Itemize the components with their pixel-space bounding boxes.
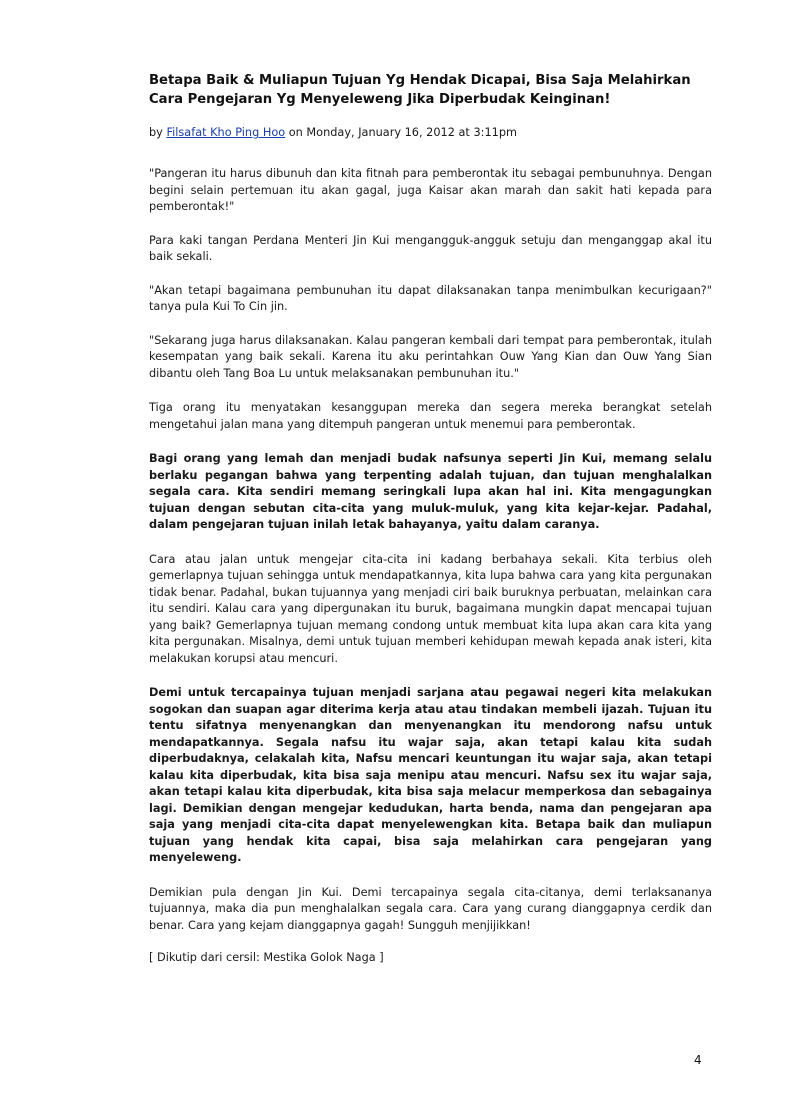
byline — [149, 125, 712, 140]
paragraph-6: Bagi orang yang lemah dan menjadi budak nafsunya seperti Jin Kui, memang selalu berlaku pegangan bahwa yang terpenting adalah tujuan, dan tujuan menghalalkan segala cara. Kita sendiri memang seringkali lupa akan hal ini. Kita mengagungkan tujuan dengan sebutan cita-cita yang muluk-muluk, yang kita kejar-kejar. Padahal, dalam pengejaran tujuan inilah letak bahayanya, yaitu dalam caranya. — [149, 452, 712, 531]
paragraph-4: "Sekarang juga harus dilaksanakan. Kalau pangeran kembali dari tempat para pemberontak, itulah kesempatan yang baik sekali. Karena itu aku perintahkan Ouw Yang Kian dan Ouw Yang Sian dibantu oleh Tang Boa Lu untuk melaksanakan pembunuhan itu." — [149, 333, 712, 380]
paragraph-5: Tiga orang itu menyatakan kesanggupan mereka dan segera mereka berangkat setelah mengetahui jalan mana yang ditempuh pangeran untuk menemui para pemberontak. — [149, 401, 712, 431]
paragraph-9: Demikian pula dengan Jin Kui. Demi tercapainya segala cita-citanya, demi terlaksananya tujuannya, maka dia pun menghalalkan segala cara. Cara yang curang dianggapnya cerdik dan benar. Cara yang kejam dianggapnya gagah! Sungguh menjijikkan! — [149, 885, 712, 932]
paragraph-1: "Pangeran itu harus dibunuh dan kita fitnah para pemberontak itu sebagai pembunuhnya. Dengan begini selain pertemuan itu akan gagal, juga Kaisar akan marah dan sakit hati kepada para pemberontak!" — [149, 167, 712, 213]
byline-date: on Monday, January 16, 2012 at 3:11pm — [288, 126, 517, 139]
paragraph-2: Para kaki tangan Perdana Menteri Jin Kui mengangguk-angguk setuju dan menganggap akal itu baik sekali. — [149, 233, 712, 263]
byline-prefix: by — [149, 126, 163, 139]
paragraph-8: Demi untuk tercapainya tujuan menjadi sarjana atau pegawai negeri kita melakukan sogokan dan suapan agar diterima kerja atau atau tindakan membeli ijazah. Tujuan itu tentu sifatnya menyenangkan dan menyenangkan itu mendorong nafsu untuk mendapatkannya. Segala nafsu itu wajar saja, akan tetapi kalau kita sudah diperbudaknya, celakalah kita, Nafsu mencari keuntungan itu wajar saja, akan tetapi kalau kita diperbudak, kita bisa saja menipu atau mencuri. Nafsu sex itu wajar saja, akan tetapi kalau kita diperbudak, kita bisa saja melacur memperkosa dan sebagainya lagi. Demikian dengan mengejar kedudukan, harta benda, nama dan pengejaran apa saja yang menjadi cita-cita dapat menyelewengkan kita. Betapa baik dan muliapun tujuan yang hendak kita capai, bisa saja melahirkan cara pengejaran yang menyeleweng. — [149, 686, 712, 864]
paragraph-3: "Akan tetapi bagaimana pembunuhan itu dapat dilaksanakan tanpa menimbulkan kecurigaan?" tanya pula Kui To Cin jin. — [149, 283, 712, 313]
article — [149, 71, 712, 967]
paragraph-7: Cara atau jalan untuk mengejar cita-cita ini kadang berbahaya sekali. Kita terbius oleh gemerlapnya tujuan sehingga untuk mendapatkannya, kita lupa bahwa cara yang kita pergunakan tidak benar. Padahal, bukan tujuannya yang menjadi ciri baik buruknya perbuatan, melainkan cara itu sendiri. Kalau cara yang dipergunakan itu buruk, bagaimana mungkin dapat mencapai tujuan yang baik? Gemerlapnya tujuan memang condong untuk membuat kita lupa akan cara kita yang kita pergunakan. Misalnya, demi untuk tujuan memberi kehidupan mewah kepada anak isteri, kita melakukan korupsi atau mencuri. — [149, 552, 712, 665]
article-title: Betapa Baik & Muliapun Tujuan Yg Hendak Dicapai, Bisa Saja Melahirkan Cara Pengejaran Yg Menyeleweng Jika Diperbudak Keinginan! — [149, 73, 691, 107]
author-link[interactable]: Filsafat Kho Ping Hoo — [166, 126, 286, 139]
source-note: [ Dikutip dari cersil: Mestika Golok Naga ] — [149, 951, 384, 964]
page-number: 4 — [694, 1053, 702, 1067]
